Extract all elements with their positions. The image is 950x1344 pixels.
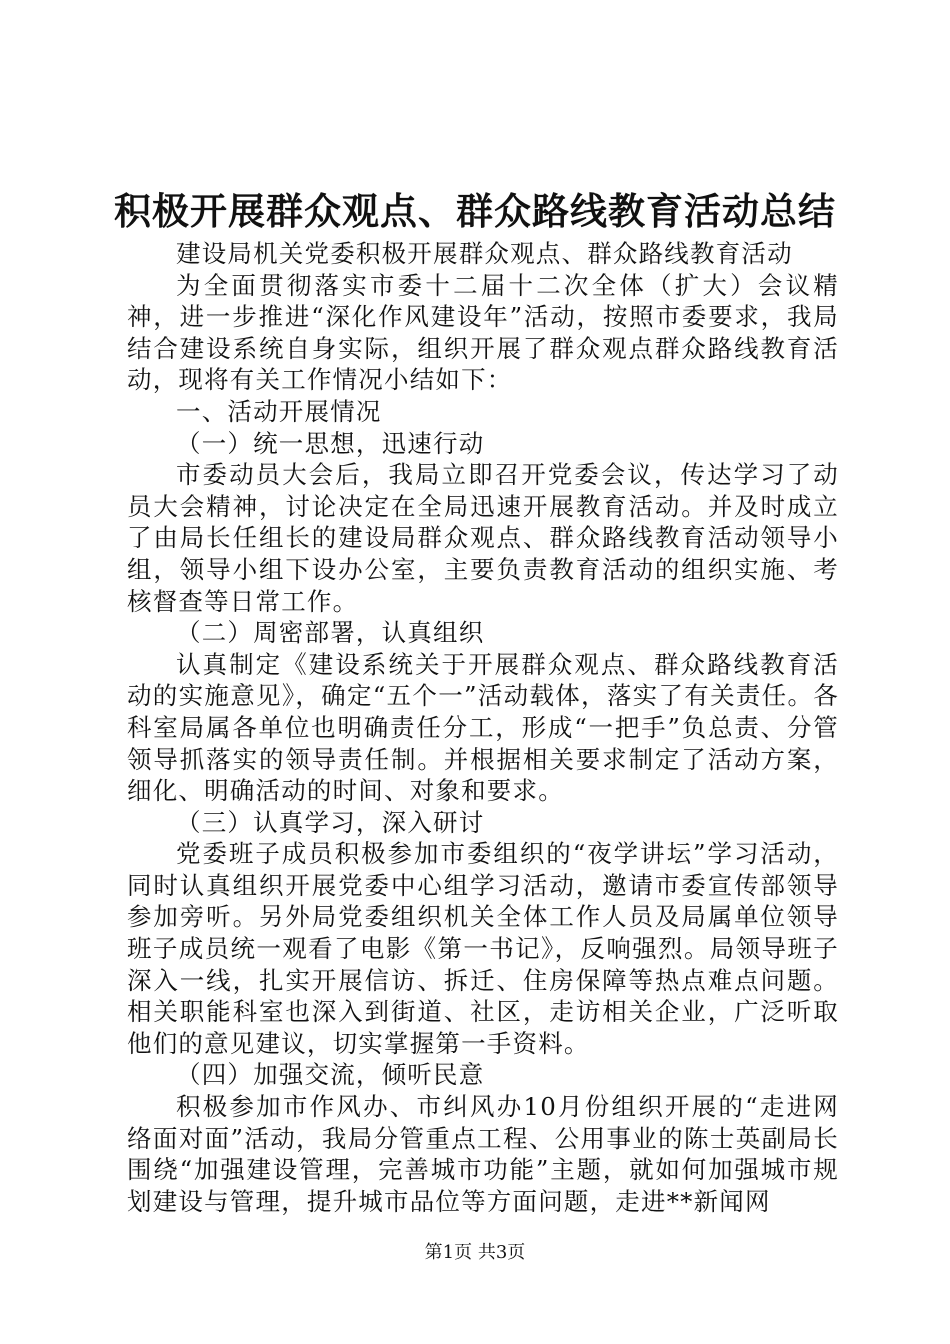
paragraph: 市委动员大会后，我局立即召开党委会议，传达学习了动员大会精神，讨论决定在全局迅速开展教育活动。并及时成立了由局长任组长的建设局群众观点、群众路线教育活动领导小组，领导小组下设办公室，主要负责教育活动的组织实施、考核督查等日常工作。: [127, 460, 839, 616]
subsection-heading: （四）加强交流，倾听民意: [176, 1060, 485, 1090]
paragraph: 积极参加市作风办、市纠风办10月份组织开展的“走进网络面对面”活动，我局分管重点工程、公用事业的陈士英副局长围绕“加强建设管理，完善城市功能”主题，就如何加强城市规划建设与管理，提升城市品位等方面问题，走进**新闻网: [127, 1092, 839, 1216]
section-heading: 一、活动开展情况: [176, 396, 382, 426]
document-body: [127, 238, 839, 1217]
paragraph: 认真制定《建设系统关于开展群众观点、群众路线教育活动的实施意见》，确定“五个一”活动载体，落实了有关责任。各科室局属各单位也明确责任分工，形成“一把手”负总责、分管领导抓落实的领导责任制。并根据相关要求制定了活动方案，细化、明确活动的时间、对象和要求。: [127, 649, 839, 806]
page-indicator: 第1页 共3页: [424, 1242, 526, 1263]
paragraph: 为全面贯彻落实市委十二届十二次全体（扩大）会议精神，进一步推进“深化作风建设年”活动，按照市委要求，我局结合建设系统自身实际，组织开展了群众观点群众路线教育活动，现将有关工作情况小结如下：: [127, 270, 839, 395]
paragraph: 建设局机关党委积极开展群众观点、群众路线教育活动: [176, 239, 793, 268]
paragraph: 党委班子成员积极参加市委组织的“夜学讲坛”学习活动，同时认真组织开展党委中心组学习活动，邀请市委宣传部领导参加旁听。另外局党委组织机关全体工作人员及局属单位领导班子成员统一观看了电影《第一书记》，反响强烈。局领导班子深入一线，扎实开展信访、拆迁、住房保障等热点难点问题。相关职能科室也深入到街道、社区，走访相关企业，广泛听取他们的意见建议，切实掌握第一手资料。: [127, 839, 839, 1058]
subsection-heading: （三）认真学习，深入研讨: [176, 807, 485, 837]
subsection-heading: （一）统一思想，迅速行动: [176, 428, 485, 458]
document-title: 积极开展群众观点、群众路线教育活动总结: [114, 189, 836, 233]
subsection-heading: （二）周密部署，认真组织: [176, 618, 485, 648]
